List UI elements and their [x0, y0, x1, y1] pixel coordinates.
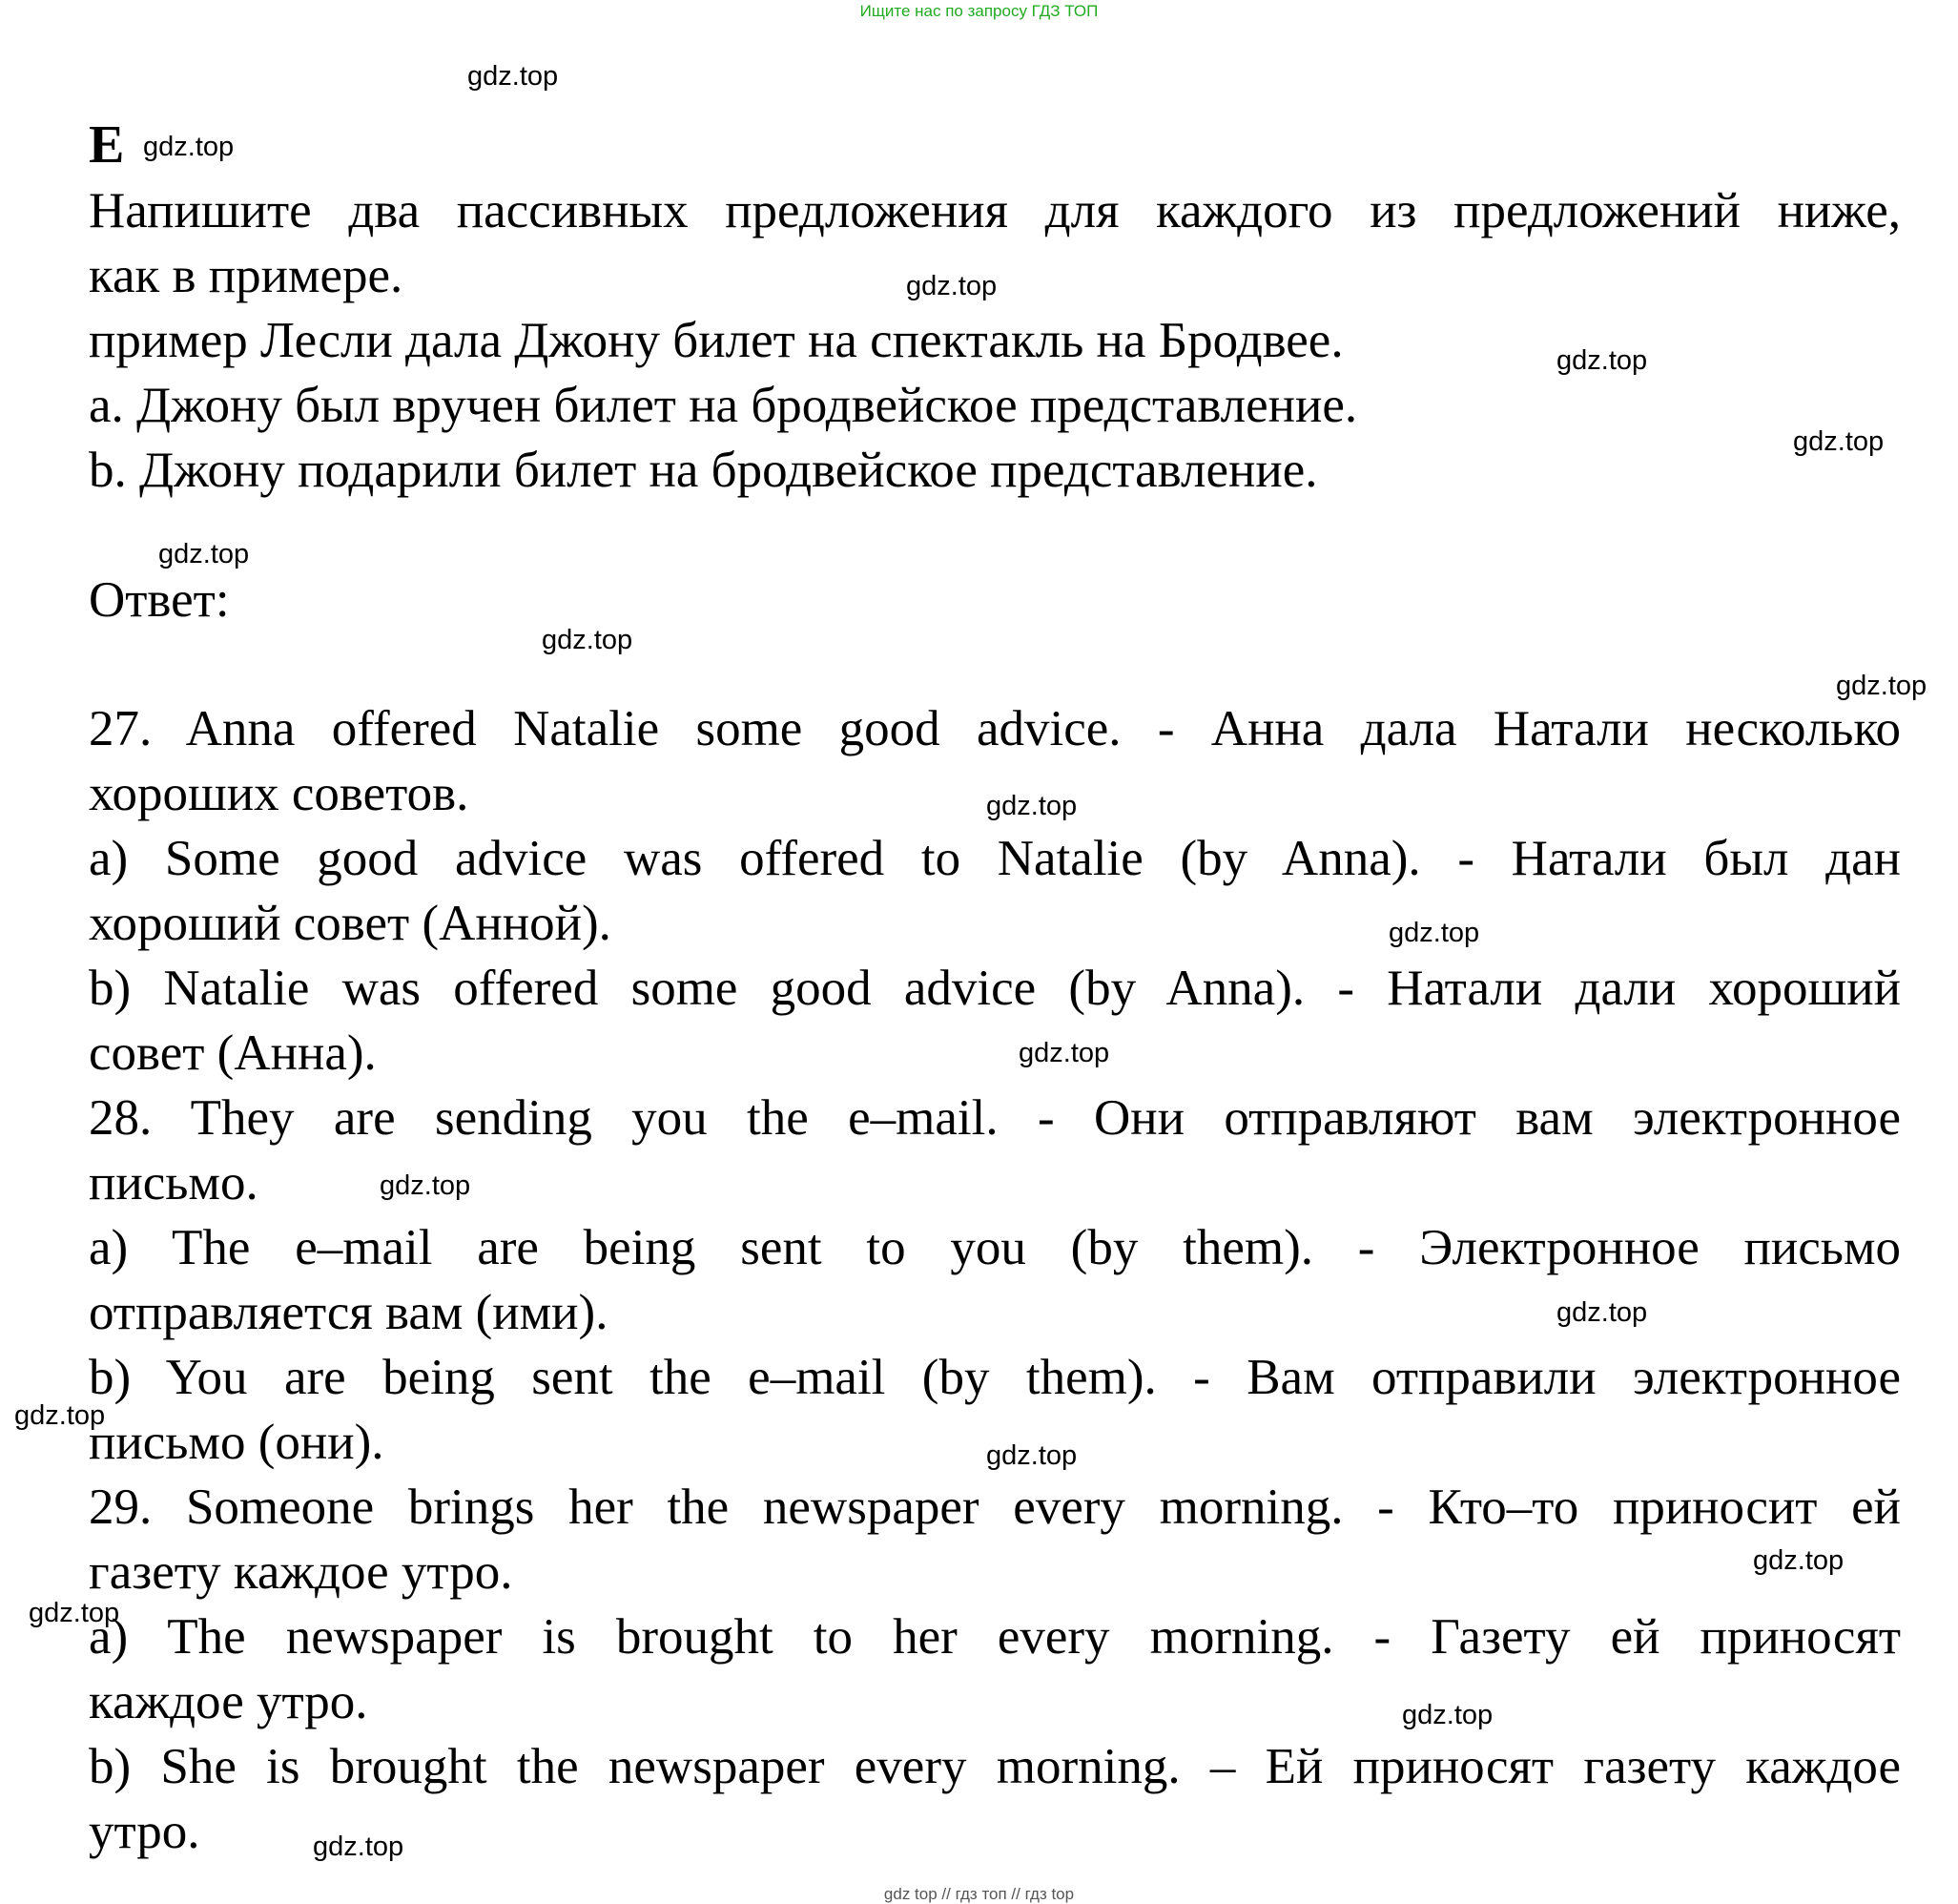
answer-line: a) The newspaper is brought to her every morning. - Газету ей приносят	[89, 1609, 1901, 1665]
watermark: gdz.top	[906, 271, 998, 301]
watermark: gdz.top	[29, 1598, 120, 1628]
answer-line: b) She is brought the newspaper every morning. – Ей приносят газету каждое	[89, 1739, 1901, 1794]
answer-line: утро.	[89, 1804, 200, 1859]
answer-line: хороших советов.	[89, 766, 469, 821]
task-line: Напишите два пассивных предложения для каждого из предложений ниже,	[89, 183, 1901, 238]
footer: gdz top // гдз топ // гдз top	[883, 1885, 1075, 1903]
task-line: пример Лесли дала Джону билет на спектакль на Бродвее.	[89, 313, 1344, 368]
answer-line: a) The e‒mail are being sent to you (by them). - Электронное письмо	[89, 1220, 1901, 1275]
task-line: a. Джону был вручен билет на бродвейское представление.	[89, 378, 1358, 433]
watermark: gdz.top	[1556, 345, 1648, 376]
watermark: gdz.top	[1402, 1700, 1494, 1730]
answer-line: 29. Someone brings her the newspaper every morning. - Кто‒то приносит ей	[89, 1480, 1901, 1535]
task-line: как в примере.	[89, 248, 403, 303]
answer-line: каждое утро.	[89, 1674, 368, 1729]
answer-line: 27. Anna offered Natalie some good advice. - Анна дала Натали несколько	[89, 701, 1901, 756]
watermark: gdz.top	[158, 539, 250, 569]
watermark: gdz.top	[14, 1400, 106, 1431]
answer-line: отправляется вам (ими).	[89, 1285, 608, 1340]
watermark: gdz.top	[143, 132, 235, 162]
answer-label: Ответ:	[89, 572, 230, 628]
watermark: gdz.top	[380, 1170, 471, 1201]
watermark: gdz.top	[986, 791, 1078, 821]
task-line: b. Джону подарили билет на бродвейское представление.	[89, 443, 1318, 498]
watermark: gdz.top	[1793, 426, 1885, 457]
answer-line: a) Some good advice was offered to Natalie (by Anna). - Натали был дан	[89, 831, 1901, 886]
watermark: gdz.top	[1389, 918, 1480, 948]
watermark: gdz.top	[542, 625, 633, 655]
answer-line: совет (Анна).	[89, 1025, 377, 1081]
top-banner: Ищите нас по запросу ГДЗ ТОП	[859, 2, 1099, 20]
section-letter: E	[89, 115, 125, 175]
answer-line: газету каждое утро.	[89, 1544, 513, 1600]
answer-line: письмо.	[89, 1155, 258, 1211]
answer-line: хороший совет (Анной).	[89, 896, 611, 951]
watermark: gdz.top	[1836, 671, 1927, 701]
answer-line: 28. They are sending you the e‒mail. - Они отправляют вам электронное	[89, 1090, 1901, 1146]
watermark: gdz.top	[1556, 1297, 1648, 1328]
answer-line: b) You are being sent the e‒mail (by them). - Вам отправили электронное	[89, 1350, 1901, 1405]
answer-line: письмо (они).	[89, 1415, 384, 1470]
watermark: gdz.top	[1019, 1038, 1110, 1068]
answer-line: b) Natalie was offered some good advice (by Anna). - Натали дали хороший	[89, 961, 1901, 1016]
watermark: gdz.top	[467, 61, 559, 92]
watermark: gdz.top	[1753, 1545, 1845, 1576]
watermark: gdz.top	[313, 1832, 404, 1862]
watermark: gdz.top	[986, 1440, 1078, 1471]
